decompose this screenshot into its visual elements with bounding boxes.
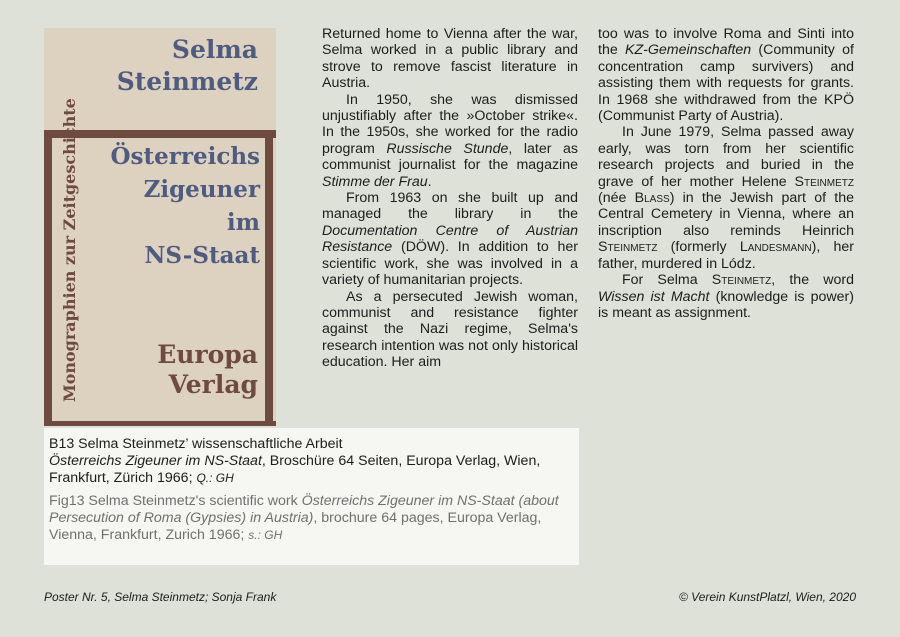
cover-author-line: Selma (171, 35, 258, 64)
cover-publisher-line: Europa (157, 340, 258, 369)
text-run: ), her father, murdered in Lódz. (598, 239, 854, 272)
text-run: , brochure 64 pages, Europa Verlag, Vienna, Frankfurt, Zurich 1966; (49, 510, 542, 543)
text-run: (knowledge is power) is meant as assignment. (598, 288, 855, 321)
source-note: Q.: GH (196, 471, 234, 485)
paragraph (598, 124, 854, 272)
cover-frame-left (44, 130, 52, 426)
text-run: (née (598, 190, 635, 207)
text-run: In June 1979, Selma passed away early, was torn from her scientific research projects and buried in the grave of her mother Helene (598, 124, 854, 190)
text-run: too was to involve Roma and Sinti into the (598, 26, 854, 59)
cover-title-line: Österreichs (110, 143, 260, 170)
surname: Blass (634, 190, 670, 207)
term: KZ-Gemeinschaften (625, 42, 752, 59)
paragraph: Returned home to Vienna after the war, Selma worked in a public library and strove to remove fascist literature in Austria. (322, 26, 578, 92)
paragraph (598, 26, 854, 124)
surname: Steinmetz (711, 272, 772, 289)
paragraph (598, 272, 854, 321)
text-column-1 (322, 26, 578, 371)
institution-name: Documentation Centre of Austrian Resistance (322, 222, 578, 256)
cover-author-line: Steinmetz (116, 67, 258, 96)
text-run: , the word (771, 272, 854, 289)
book-title: Österreichs Zigeuner im NS-Staat (about Persecution of Roma (Gypsies) in Austria) (49, 493, 559, 526)
cover-author (68, 34, 258, 98)
cover-publisher-line: Verlag (168, 370, 258, 399)
book-cover-image (44, 28, 276, 426)
text-run: , Broschüre 64 Seiten, Europa Verlag, Wien, Frankfurt, Zürich 1966; (49, 453, 541, 486)
text-run: From 1963 on she built up and managed the library in the (322, 190, 578, 223)
magazine-name: Stimme der Frau (322, 173, 428, 190)
book-title: Österreichs Zigeuner im NS-Staat (49, 453, 262, 469)
cover-title-line: NS-Staat (144, 242, 260, 269)
text-run: (DÖW). In addition to her scientific work, she was involved in a variety of humanitarian projects. (322, 239, 578, 289)
cover-title (80, 140, 260, 272)
footer-credit: Poster Nr. 5, Selma Steinmetz; Sonja Frank (44, 590, 277, 604)
text-run: (Community of concentration camp survivers) and assisting them with requests for grants. In 1968 she withdrawed from the KPÖ (Communist Party of Austria). (598, 42, 854, 125)
cover-frame-bottom (44, 421, 276, 426)
text-run: ) in the Jewish part of the Central Cemetery in Vienna, where an inscription also reminds Heinrich (598, 190, 854, 239)
cover-frame-right (265, 130, 273, 426)
text-run: Fig13 Selma Steinmetz's scientific work (49, 493, 302, 509)
cover-title-line: im (226, 209, 260, 236)
text-run: For Selma (622, 272, 712, 289)
text-run: In 1950, she was dismissed unjustifiably after the »October strike«. In the 1950s, she worked for the radio program (322, 91, 578, 157)
figure-caption (44, 428, 579, 565)
program-name: Russische Stunde (386, 140, 509, 157)
caption-english (49, 493, 575, 544)
text-column-2 (598, 26, 854, 321)
cover-publisher (118, 340, 258, 400)
cover-series: Monographien zur Zeitgeschichte (60, 98, 79, 402)
paragraph: As a persecuted Jewish woman, communist and resistance fighter against the Nazi regime, Selma's research intention was not only historical education. Her aim (322, 288, 578, 371)
text-run: . (427, 173, 432, 190)
paragraph (322, 190, 578, 288)
caption-body (49, 453, 575, 487)
text-run: (formerly (657, 239, 740, 256)
surname: Steinmetz (598, 239, 658, 256)
cover-title-line: Zigeuner (143, 176, 260, 203)
source-note: s.: GH (248, 528, 283, 542)
motto: Wissen ist Macht (598, 288, 710, 305)
surname: Steinmetz (794, 173, 854, 190)
paragraph (322, 92, 578, 190)
footer-copyright: © Verein KunstPlatzl, Wien, 2020 (678, 590, 856, 604)
caption-german (49, 436, 575, 487)
caption-heading: B13 Selma Steinmetz’ wissenschaftliche Arbeit (49, 436, 343, 452)
surname: Landesmann (739, 239, 812, 256)
text-run: , later as communist journalist for the magazine (322, 140, 578, 174)
